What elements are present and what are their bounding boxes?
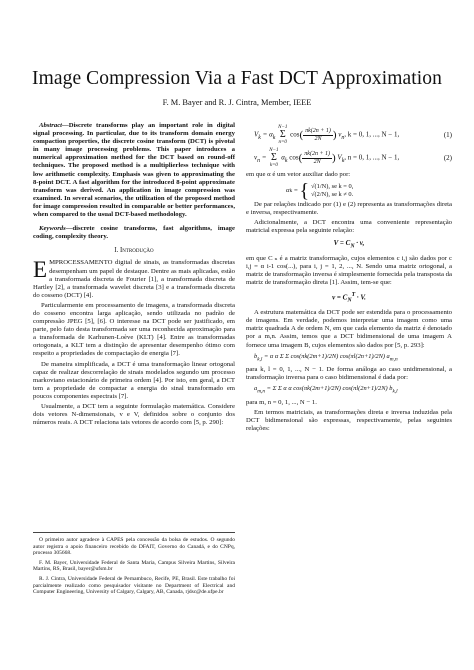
right-paragraph-2: De par relações indicado por (1) e (2) representa as transformações direta e inversa, respectivamente. [246, 201, 452, 217]
right-paragraph-6: para k, l = 0, 1, ..., N − 1. De forma análoga ao caso unidimensional, a transformação inversa para o caso bidimensional é dada por: [246, 365, 452, 382]
alpha-intro: em que α é um vetor auxiliar dado por: [246, 171, 351, 178]
paper-title: Image Compression Via a Fast DCT Approximation [31, 68, 442, 89]
keywords: Keywords—discrete cosine transforms, fast algorithms, image coding, complexity theory. [33, 225, 235, 241]
abstract: Abstract—Discrete transforms play an important role in digital signal processing. In particular, due to its transform domain energy compaction properties, the discrete cosine transform (DCT) is pivotal in many image processing problems. This paper introduces a numerical approximation method for the DCT based on round-off techniques. The proposed method is a multiplierless technique with low arithmetic complexity. Emphasis was given to approximating the 8-point DCT. A fast algorithm for the introduced 8-point approximate transform was derived. An application in image compression was examined. In several scenarios, the utilization of the proposed method for image compression resulted in comparable or better performances, when compared to the usual DCT-based methodology. [33, 122, 235, 219]
right-paragraph-3: Adicionalmente, a DCT encontra uma conveniente representação matricial expressa pela seguinte relação: [246, 219, 452, 235]
matrix-equation: $V = C_N \cdot v$, [333, 239, 365, 250]
intro-paragraph-1: E MPROCESSAMENTO digital de sinais, as transformadas discretas desempenham um papel de destaque. Dentre as mais aplicadas, estão a transformada discreta de Fourier [1], a transformada discreta de Hartley [2], a transformada wavelet discreta [3] e a transformada discreta do cosseno (DCT) [4]. [33, 257, 235, 299]
equation-2: $v_n = N-1$ Σ k=0 $\alpha_k$ cos( $\frac{\pi k(2n + 1)}{2N}$ ) $V_k$, n = 0, 1, ..., N − 1, (2) [254, 148, 452, 168]
equation-1: $V_k = \alpha_k$ N−1 Σ n=0 cos( $\frac{\pi k(2n + 1)}{2N}$ ) $v_n$, k = 0, 1, ..., N − 1, (1) [254, 125, 452, 145]
section-heading-introduction: I. Introdução [114, 247, 154, 255]
paper-authors: F. M. Bayer and R. J. Cintra, Member, IEEE [162, 98, 312, 107]
intro-paragraph-2: Particularmente em processamento de imagens, a transformada discreta do cosseno encontra larga aplicação, sendo utilizada no padrão de compressão JPEG [5], [6]. O interesse na DCT pode ser justificado, em parte, pelo fato desta transformada ser uma reconhecida aproximação para a transformada de Karhunen-Loève (KLT) [4]. Entre as transformadas ortogonais, a KLT tem a distinção de apresentar desempenho ótimo com respeito a propriedades de compactação de energia [7]. [33, 301, 235, 358]
right-paragraph-4: em que C ₙ é a matriz transformação, cujos elementos c i,j são dados por c i,j = α i-1 cos(...), para i, j = 1, 2, ..., N. Sendo uma matriz ortogonal, a matriz de transformação inversa é simplesmente fornecida pela transposta da matriz de transformação direta [1]. Assim, tem-se que: [246, 254, 452, 287]
footnotes [33, 532, 235, 599]
alpha-definition: α k = { √(1/N), se k = 0, √(2/N), se k ≠ 0. [286, 180, 354, 203]
footnote-3: R. J. Cintra, Universidade Federal de Pernambuco, Recife, PE, Brasil. Este trabalho foi parcialmente realizado como pesquisador visitante no Department of Electrical and Computer Engineering, University of Calgary, Calgary, AB, Canada, rjdsc@de.ufpe.br [33, 575, 235, 596]
equation-2-number: (2) [443, 153, 452, 162]
equation-2d-idct: $a_{m,n} = \Sigma$ Σ α α cos(πk(2m+1)/2N) cos(πl(2n+1)/2N) $b_{k,l}$ [254, 385, 398, 395]
footnote-2: F. M. Bayer, Universidade Federal de Santa Maria, Campus Silveira Martins, Silveira Martins, RS, Brasil, bayer@ufsm.br [33, 559, 235, 573]
intro-paragraph-4: Usualmente, a DCT tem a seguinte formulação matemática. Considere dois vetores N-dimensionais, v e V, definidos sobre o conjunto dos números reais. A DCT relaciona tais vetores de acordo com [5, p. 290]: [33, 403, 235, 427]
equation-2d-dct: $b_{k,l} = \alpha$ α Σ Σ cos(πk(2m+1)/2N) cos(πl(2n+1)/2N) $a_{m,n}$ [254, 352, 398, 362]
abstract-text: Discrete transforms play an important role in digital signal processing. In particular, due to its transform domain energy compaction properties, the discrete cosine transform (DCT) is pivotal in many image processing problems. This paper introduces a numerical approximation method for the DCT based on round-off techniques. The proposed method is a multiplierless technique with low arithmetic complexity. Emphasis was given to approximating the 8-point DCT. A fast algorithm for the introduced 8-point approximate transform was derived. An application in image compression was examined. In several scenarios, the utilization of the proposed method for image compression resulted in comparable or better performances, when compared to the usual DCT-based methodology. [33, 122, 235, 219]
intro-paragraph-3: De maneira simplificada, a DCT é uma transformação linear ortogonal capaz de realizar descorrelação de sinais modelados segundo um processo markoviano estacionário de primeira ordem [4]. Por isto, em geral, a DCT tem a propriedade de compactar a energia do sinal transformado em poucos componentes espectrais [7]. [33, 360, 235, 400]
right-paragraph-8: Em termos matriciais, as transformações direta e inversa induzidas pela DCT bidimensional são expressas, respectivamente, pelas seguintes relações: [246, 408, 452, 432]
right-paragraph-5: A estrutura matemática da DCT pode ser estendida para o processamento de imagens. Em verdade, podemos interpretar uma imagem como uma matriz quadrada A de ordem N, em que cada elemento da matriz é denotado por a m,n. Assim, temos que a DCT bidimensional de uma imagem A fornece uma imagem B, cujos elementos são dados por [5, p. 293]: [246, 309, 452, 349]
keywords-label: Keywords [39, 225, 66, 233]
abstract-label: Abstract [39, 122, 63, 129]
right-paragraph-7: para m, n = 0, 1, ..., N − 1. [246, 398, 317, 406]
left-column [33, 122, 235, 429]
drop-cap: E [33, 257, 48, 283]
keywords-text: discrete cosine transforms, fast algorithms, image coding, complexity theory. [33, 225, 235, 241]
right-column [246, 122, 452, 435]
footnote-1: O primeiro autor agradece à CAPES pela concessão da bolsa de estudos. O segundo autor registra o apoio financeiro recebido do DFAIT, Governo do Canadá, e do CNPq, processo 305668. [33, 537, 235, 557]
inverse-matrix-equation: $v = C_N^T \cdot V$. [332, 292, 366, 305]
equation-1-number: (1) [443, 130, 452, 139]
